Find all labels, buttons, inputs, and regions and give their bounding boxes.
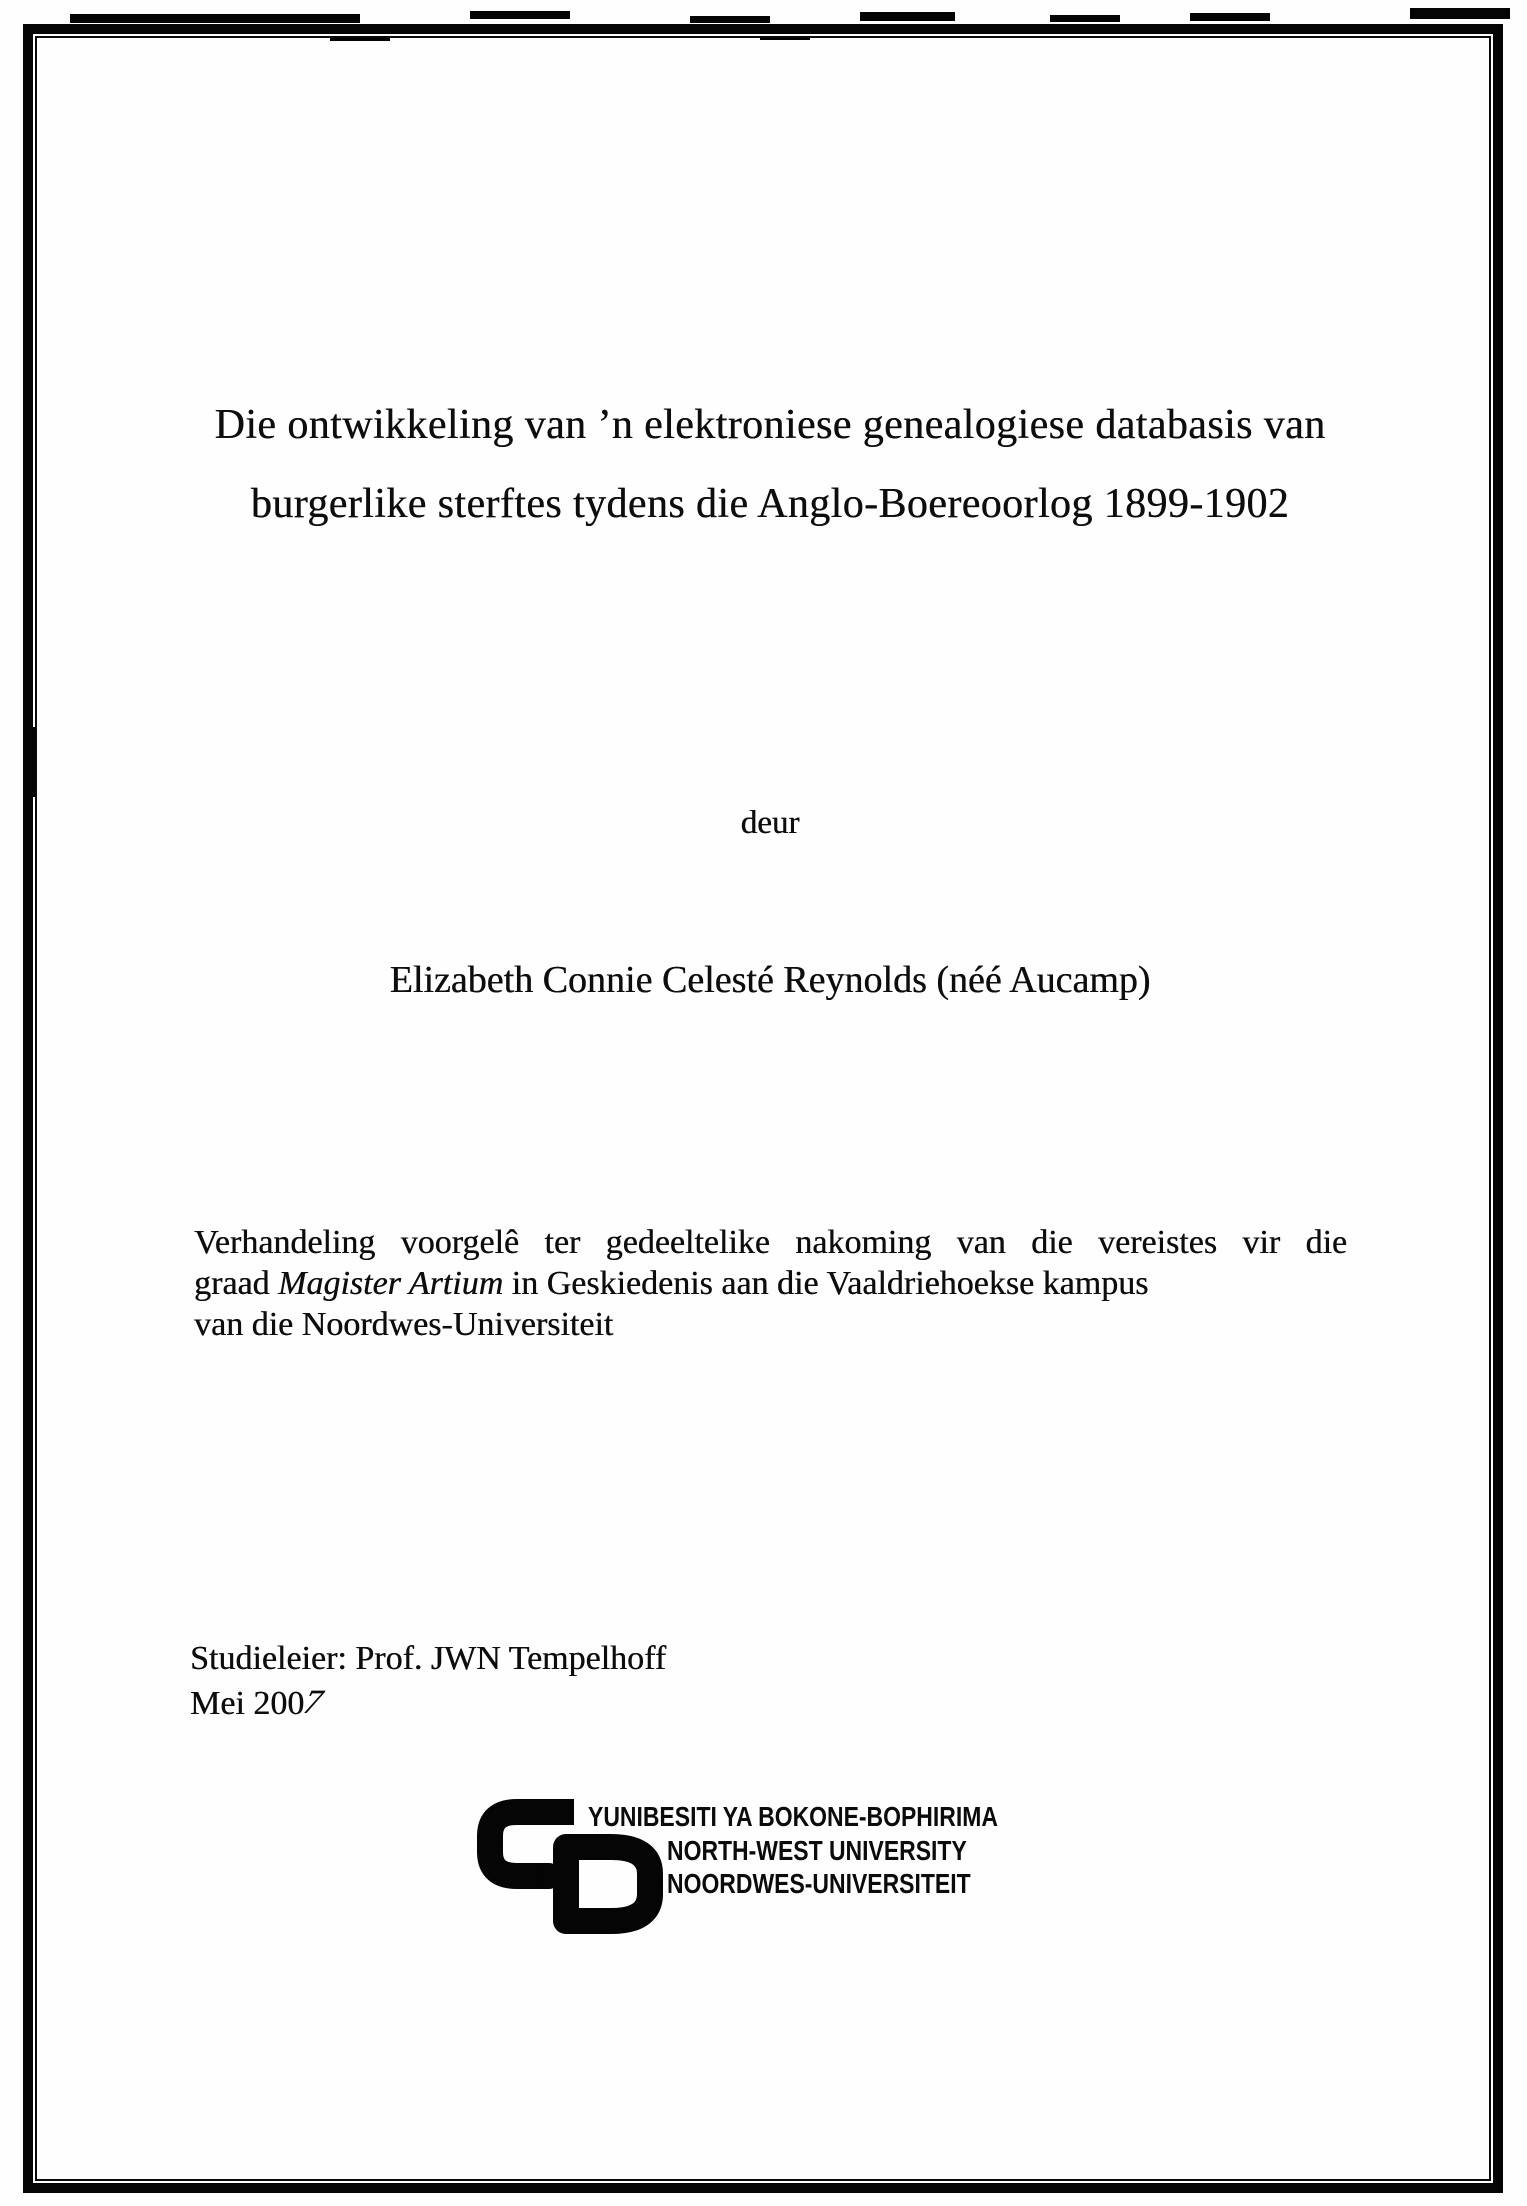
statement-line-1: Verhandeling voorgelê ter gedeeltelike nakoming van die vereistes vir die <box>194 1224 1347 1261</box>
byline-label: deur <box>740 805 800 841</box>
scan-artifact <box>690 16 770 23</box>
scan-artifact <box>1050 15 1120 22</box>
date-last-digit: 7 <box>297 1684 330 1721</box>
university-logo <box>477 1799 1117 1939</box>
scan-artifact <box>860 12 955 21</box>
logo-text-afrikaans: NOORDWES-UNIVERSITEIT <box>667 1868 971 1899</box>
scan-artifact <box>1190 13 1270 21</box>
supervisor-line: Studieleier: Prof. JWN Tempelhoff <box>190 1640 667 1677</box>
degree-name-italic: Magister Artium <box>278 1265 504 1302</box>
statement-line-2 <box>194 1263 1347 1304</box>
degree-statement <box>194 1222 1347 1345</box>
scan-artifact <box>70 14 360 23</box>
supervisor-block <box>190 1636 666 1726</box>
date-prefix: Mei 200 <box>190 1685 305 1722</box>
author-name: Elizabeth Connie Celesté Reynolds (néé Aucamp) <box>389 959 1151 1001</box>
logo-text-setswana: YUNIBESITI YA BOKONE-BOPHIRIMA <box>588 1801 998 1832</box>
document-title <box>20 386 1520 544</box>
statement-line-3: van die Noordwes-Universiteit <box>194 1306 614 1343</box>
scan-artifact <box>470 11 570 19</box>
scan-artifact <box>1410 8 1510 19</box>
date-line <box>190 1681 666 1726</box>
university-logo-text <box>588 1800 1088 1901</box>
statement-line-2-post: in Geskiedenis aan die Vaaldriehoekse kampus <box>503 1265 1149 1302</box>
title-line-2: burgerlike sterftes tydens die Anglo-Boereoorlog 1899-1902 <box>250 481 1290 527</box>
statement-line-2-pre: graad <box>194 1265 279 1302</box>
title-line-1: Die ontwikkeling van ’n elektroniese genealogiese databasis van <box>214 402 1326 448</box>
logo-text-english: NORTH-WEST UNIVERSITY <box>667 1834 967 1866</box>
